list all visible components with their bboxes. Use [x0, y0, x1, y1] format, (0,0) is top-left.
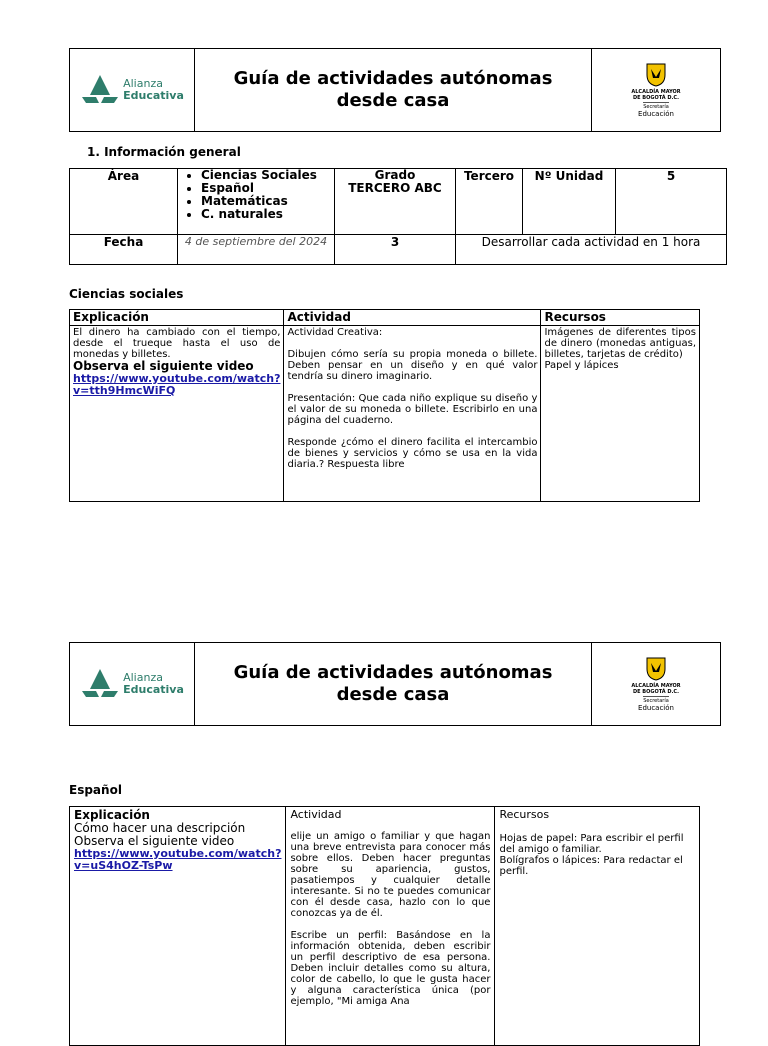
title-line1: Guía de actividades autónomas — [233, 662, 553, 683]
espanol-recursos-cell — [495, 807, 700, 1046]
seal-line4: Educación — [638, 109, 674, 118]
explicacion-text: El dinero ha cambiado con el tiempo, desde el trueque hasta el uso de monedas y billetes. — [73, 327, 281, 360]
espanol-table — [69, 806, 700, 1046]
bogota-seal — [592, 643, 720, 725]
espanol-explicacion-cell — [70, 807, 286, 1046]
sociales-actividad-cell — [284, 326, 541, 502]
subject-item: • Español — [201, 182, 331, 195]
grado-value: TERCERO ABC — [348, 181, 442, 195]
sociales-heading: Ciencias sociales — [69, 287, 184, 301]
info-table — [69, 168, 727, 265]
act-2: Dibujen cómo sería su propia moneda o billete. Deben pensar en un diseño y en qué valor tendría su dinero imaginario. — [287, 349, 538, 382]
exp-2: Observa el siguiente video — [74, 834, 235, 848]
col-explicacion: Explicación — [70, 310, 284, 326]
subjects-cell — [178, 169, 335, 235]
col-recursos: Recursos — [499, 808, 550, 821]
sociales-recursos-cell — [541, 326, 700, 502]
video-link[interactable]: https://www.youtube.com/watch?v=tth9HmcWiFQ — [73, 372, 281, 397]
fecha-label: Fecha — [70, 235, 178, 265]
title-line2: desde casa — [336, 684, 450, 705]
page-title — [195, 49, 592, 131]
sociales-table — [69, 309, 700, 502]
act-2: Escribe un perfil: Basándose en la información obtenida, deben escribir un perfil descriptivo de esa persona. Deben incluir detalles como su altura, color de cabello, lo que le gusta hacer y alguna característica única (por ejemplo, "Mi amiga Ana — [290, 930, 491, 1007]
subject-item: • Matemáticas — [201, 195, 331, 208]
document-header — [69, 48, 721, 132]
seal-line1: ALCALDÍA MAYOR — [631, 88, 681, 95]
title-line2: desde casa — [336, 90, 450, 111]
act-4: Responde ¿cómo el dinero facilita el intercambio de bienes y servicios y cómo se usa en la vida diaria.? Respuesta libre — [287, 437, 538, 470]
unidad-value: 5 — [616, 169, 727, 235]
alianza-logo — [70, 643, 195, 725]
rec-2: Papel y lápices — [544, 360, 619, 371]
subject-item: • C. naturales — [201, 208, 331, 221]
grado-cell — [335, 169, 456, 235]
subject-item: • Ciencias Sociales — [201, 169, 331, 182]
grado-label: Grado — [374, 168, 416, 182]
exp-1: Cómo hacer una descripción — [74, 821, 246, 835]
alianza-logo-icon — [80, 667, 120, 701]
title-line1: Guía de actividades autónomas — [233, 68, 553, 89]
alianza-logo — [70, 49, 195, 131]
num-cell: 3 — [335, 235, 456, 265]
act-3: Presentación: Que cada niño explique su diseño y el valor de su moneda o billete. Escribirlo en una página del cuaderno. — [287, 393, 538, 426]
seal-line3: Secretaría — [643, 697, 669, 704]
tercero-cell: Tercero — [456, 169, 523, 235]
seal-line3: Secretaría — [643, 103, 669, 110]
area-label: Área — [70, 169, 178, 235]
logo-line1: Alianza — [123, 671, 163, 684]
col-actividad: Actividad — [290, 808, 342, 821]
unidad-label: Nº Unidad — [523, 169, 616, 235]
video-label: Observa el siguiente video — [73, 359, 254, 373]
rec-1: Hojas de papel: Para escribir el perfil del amigo o familiar. — [499, 833, 684, 855]
act-1: elije un amigo o familiar y que hagan una breve entrevista para conocer más sobre ellos. Deben hacer preguntas sobre su apariencia, gustos, pasatiempos y cualquier detalle interesante. Si no te puedes comunicar con él desde casa, hazlo con lo que conozcas ya de él. — [290, 831, 491, 919]
col-recursos: Recursos — [541, 310, 700, 326]
page-title — [195, 643, 592, 725]
espanol-heading: Español — [69, 783, 122, 797]
document-header — [69, 642, 721, 726]
bogota-seal — [592, 49, 720, 131]
col-actividad: Actividad — [284, 310, 541, 326]
desarrollar-cell: Desarrollar cada actividad en 1 hora — [456, 235, 727, 265]
sociales-explicacion-cell — [70, 326, 284, 502]
fecha-value: 4 de septiembre del 2024 — [178, 235, 335, 265]
col-explicacion: Explicación — [74, 808, 150, 822]
seal-line4: Educación — [638, 703, 674, 712]
rec-2: Bolígrafos o lápices: Para redactar el perfil. — [499, 855, 683, 877]
alianza-logo-icon — [80, 73, 120, 107]
seal-line2: DE BOGOTÁ D.C. — [633, 688, 679, 695]
logo-line2: Educativa — [123, 89, 184, 102]
espanol-actividad-cell — [286, 807, 495, 1046]
seal-line1: ALCALDÍA MAYOR — [631, 682, 681, 689]
shield-icon — [646, 657, 666, 681]
rec-1: Imágenes de diferentes tipos de dinero (monedas antiguas, billetes, tarjetas de crédito) — [544, 327, 696, 360]
section1-heading: 1. Información general — [87, 145, 241, 159]
shield-icon — [646, 63, 666, 87]
seal-line2: DE BOGOTÁ D.C. — [633, 94, 679, 101]
subjects-list — [181, 169, 331, 221]
video-link[interactable]: https://www.youtube.com/watch?v=uS4hOZ-TsPw — [74, 847, 282, 872]
act-1: Actividad Creativa: — [287, 327, 383, 338]
logo-line2: Educativa — [123, 683, 184, 696]
logo-line1: Alianza — [123, 77, 163, 90]
